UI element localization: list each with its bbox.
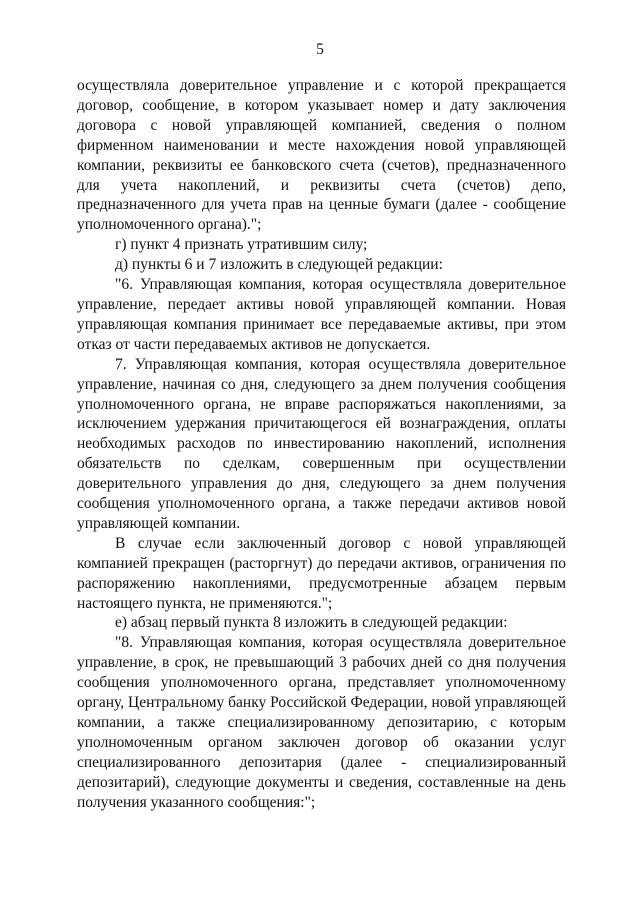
paragraph-point-8: "8. Управляющая компания, которая осуществляла доверительное управление, в срок, не превышающий 3 рабочих дней со дня получения сообщения уполномоченного органа, представляет уполномоченному органу, Центральному банку Российской Федерации, новой управляющей компании, а также специализированному депозитарию, с которым уполномоченным органом заключен договор об оказании услуг специализированного депозитария (далее - специализированный депозитарий), следующие документы и сведения, составленные на день получения указанного сообщения:"; (77, 634, 566, 811)
paragraph-continuation: осуществляла доверительное управление и с которой прекращается договор, сообщение, в котором указывает номер и дату заключения договора с новой управляющей компанией, сведения о полном фирменном наименовании и месте нахождения новой управляющей компании, реквизиты ее банковского счета (счетов), предназначенного для учета накоплений, и реквизиты счета (счетов) депо, предназначенного для учета прав на ценные бумаги (далее - сообщение уполномоченного органа)."; (77, 77, 566, 234)
page-number: 5 (316, 41, 324, 58)
document-body (77, 76, 566, 813)
paragraph-point-7-second: В случае если заключенный договор с новой управляющей компанией прекращен (расторгнут) до передачи активов, ограничения по распоряжению накоплениями, предусмотренные абзацем первым настоящего пункта, не применяются."; (77, 534, 566, 612)
paragraph-item-g: г) пункт 4 признать утратившим силу; (115, 236, 368, 254)
paragraph-item-d: д) пункты 6 и 7 изложить в следующей редакции: (115, 256, 443, 274)
paragraph-item-e: е) абзац первый пункта 8 изложить в следующей редакции: (115, 614, 508, 632)
paragraph-point-6: "6. Управляющая компания, которая осуществляла доверительное управление, передает активы новой управляющей компании. Новая управляющая компания принимает все передаваемые активы, при этом отказ от части передаваемых активов не допускается. (77, 276, 566, 353)
paragraph-point-7: 7. Управляющая компания, которая осуществляла доверительное управление, начиная со дня, следующего за днем получения сообщения уполномоченного органа, не вправе распоряжаться накоплениями, за исключением удержания причитающегося ей вознаграждения, оплаты необходимых расходов по инвестированию накоплений, исполнения обязательств по сделкам, совершенным при осуществлении доверительного управления до дня, следующего за днем получения сообщения уполномоченного органа, а также передачи активов новой управляющей компании. (77, 355, 566, 532)
